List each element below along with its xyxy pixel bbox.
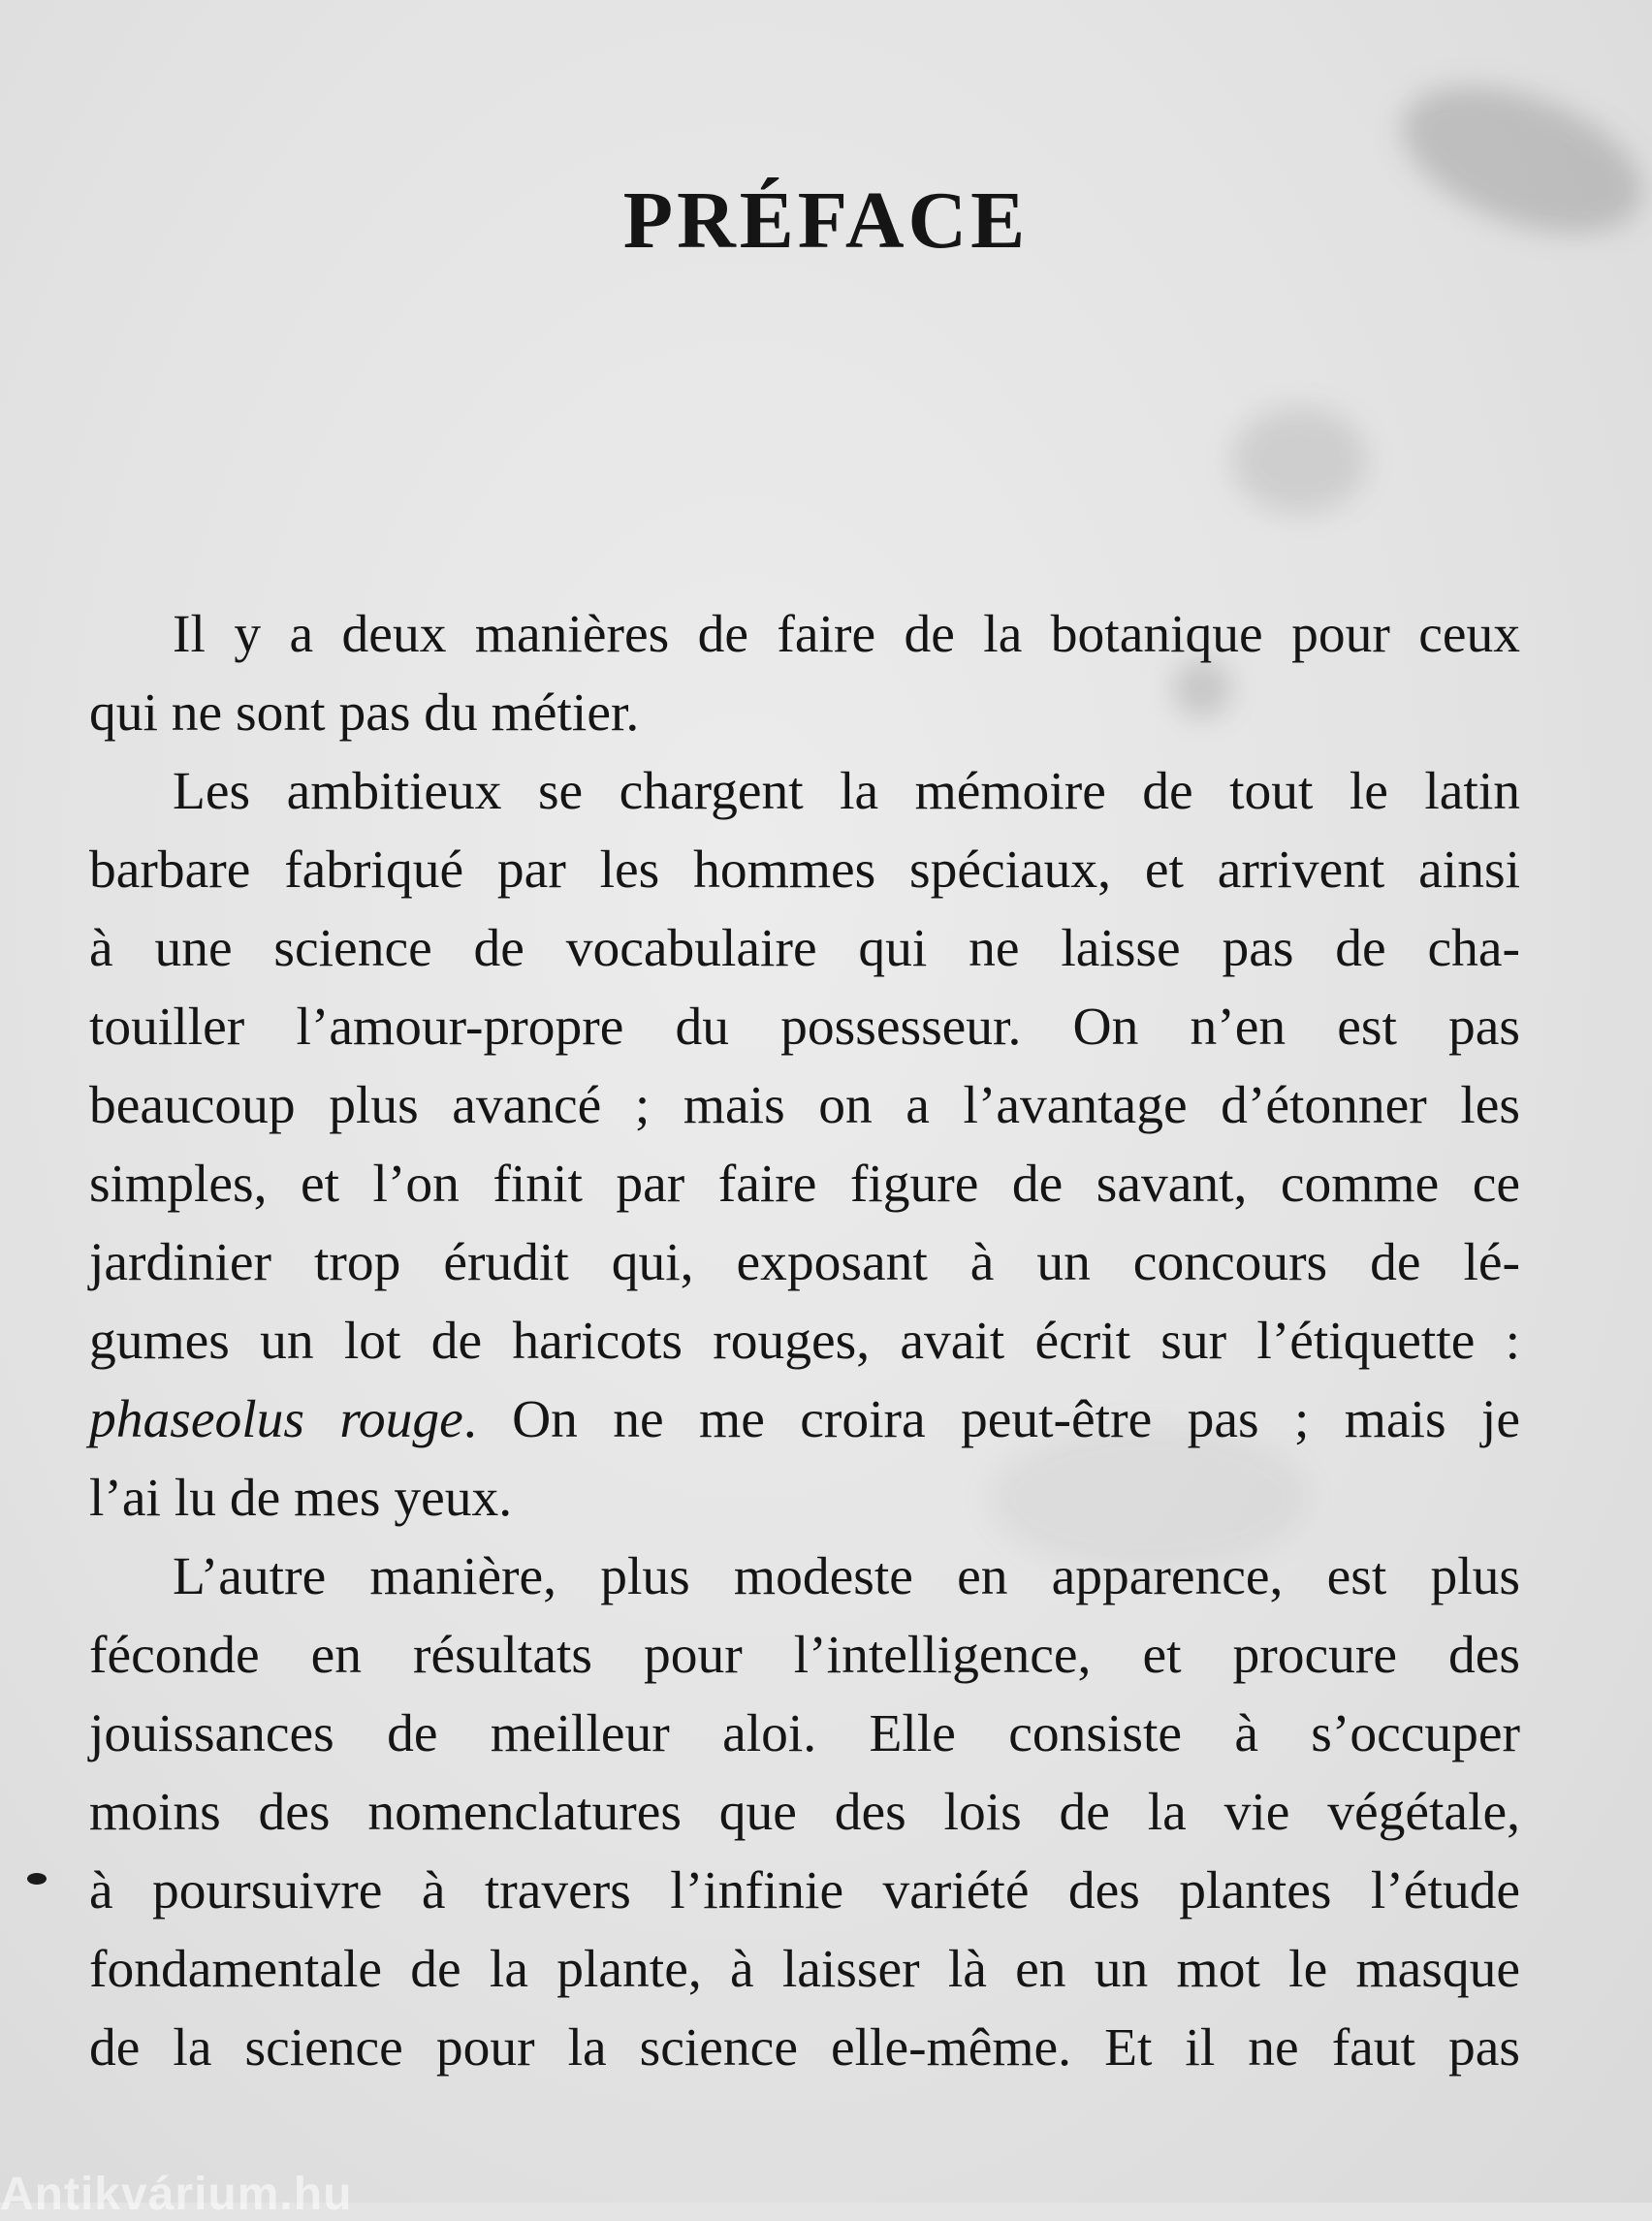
text-line: simples, et l’on finit par faire figure de savant, comme ce — [89, 1155, 1520, 1214]
text-line: Il y a deux manières de faire de la botanique pour ceux — [173, 605, 1520, 664]
page-title: PRÉFACE — [622, 175, 1030, 266]
italic-term: phaseolus rouge — [89, 1390, 463, 1449]
text-line-rest: . On ne me croira peut-être pas ; mais je — [462, 1390, 1520, 1449]
text-line: l’ai lu de mes yeux. — [89, 1469, 513, 1528]
text-line: féconde en résultats pour l’intelligence, et procure des — [89, 1626, 1520, 1685]
text-line: moins des nomenclatures que des lois de la vie végétale, — [89, 1783, 1520, 1842]
text-line — [89, 1380, 1520, 1459]
text-line: beaucoup plus avancé ; mais on a l’avantage d’étonner les — [89, 1076, 1520, 1135]
watermark: Antikvárium.hu — [0, 2169, 353, 2220]
text-line: de la science pour la science elle-même. Et il ne faut pas — [89, 2018, 1520, 2078]
ink-mark — [27, 1873, 47, 1885]
text-line: jardinier trop érudit qui, exposant à un concours de lé- — [89, 1233, 1520, 1292]
paragraph-3 — [89, 1538, 1520, 2087]
text-line: qui ne sont pas du métier. — [89, 683, 640, 743]
text-line: jouissances de meilleur aloi. Elle consiste à s’occuper — [89, 1704, 1520, 1763]
text-line: gumes un lot de haricots rouges, avait écrit sur l’étiquette : — [89, 1312, 1520, 1371]
text-line: touiller l’amour-propre du possesseur. On n’en est pas — [89, 998, 1520, 1057]
text-line: à poursuivre à travers l’infinie variété des plantes l’étude — [89, 1861, 1520, 1920]
text-line: fondamentale de la plante, à laisser là en un mot le masque — [89, 1940, 1520, 1999]
paper-stain — [1231, 407, 1367, 514]
paragraph-2 — [89, 752, 1520, 1538]
text-line: à une science de vocabulaire qui ne laisse pas de cha- — [89, 919, 1520, 978]
body-text — [89, 595, 1520, 2087]
text-line: Les ambitieux se chargent la mémoire de tout le latin — [173, 762, 1520, 821]
paragraph-1 — [89, 595, 1520, 752]
text-line: barbare fabriqué par les hommes spéciaux, et arrivent ainsi — [89, 841, 1520, 900]
text-line: L’autre manière, plus modeste en apparence, est plus — [173, 1547, 1520, 1606]
